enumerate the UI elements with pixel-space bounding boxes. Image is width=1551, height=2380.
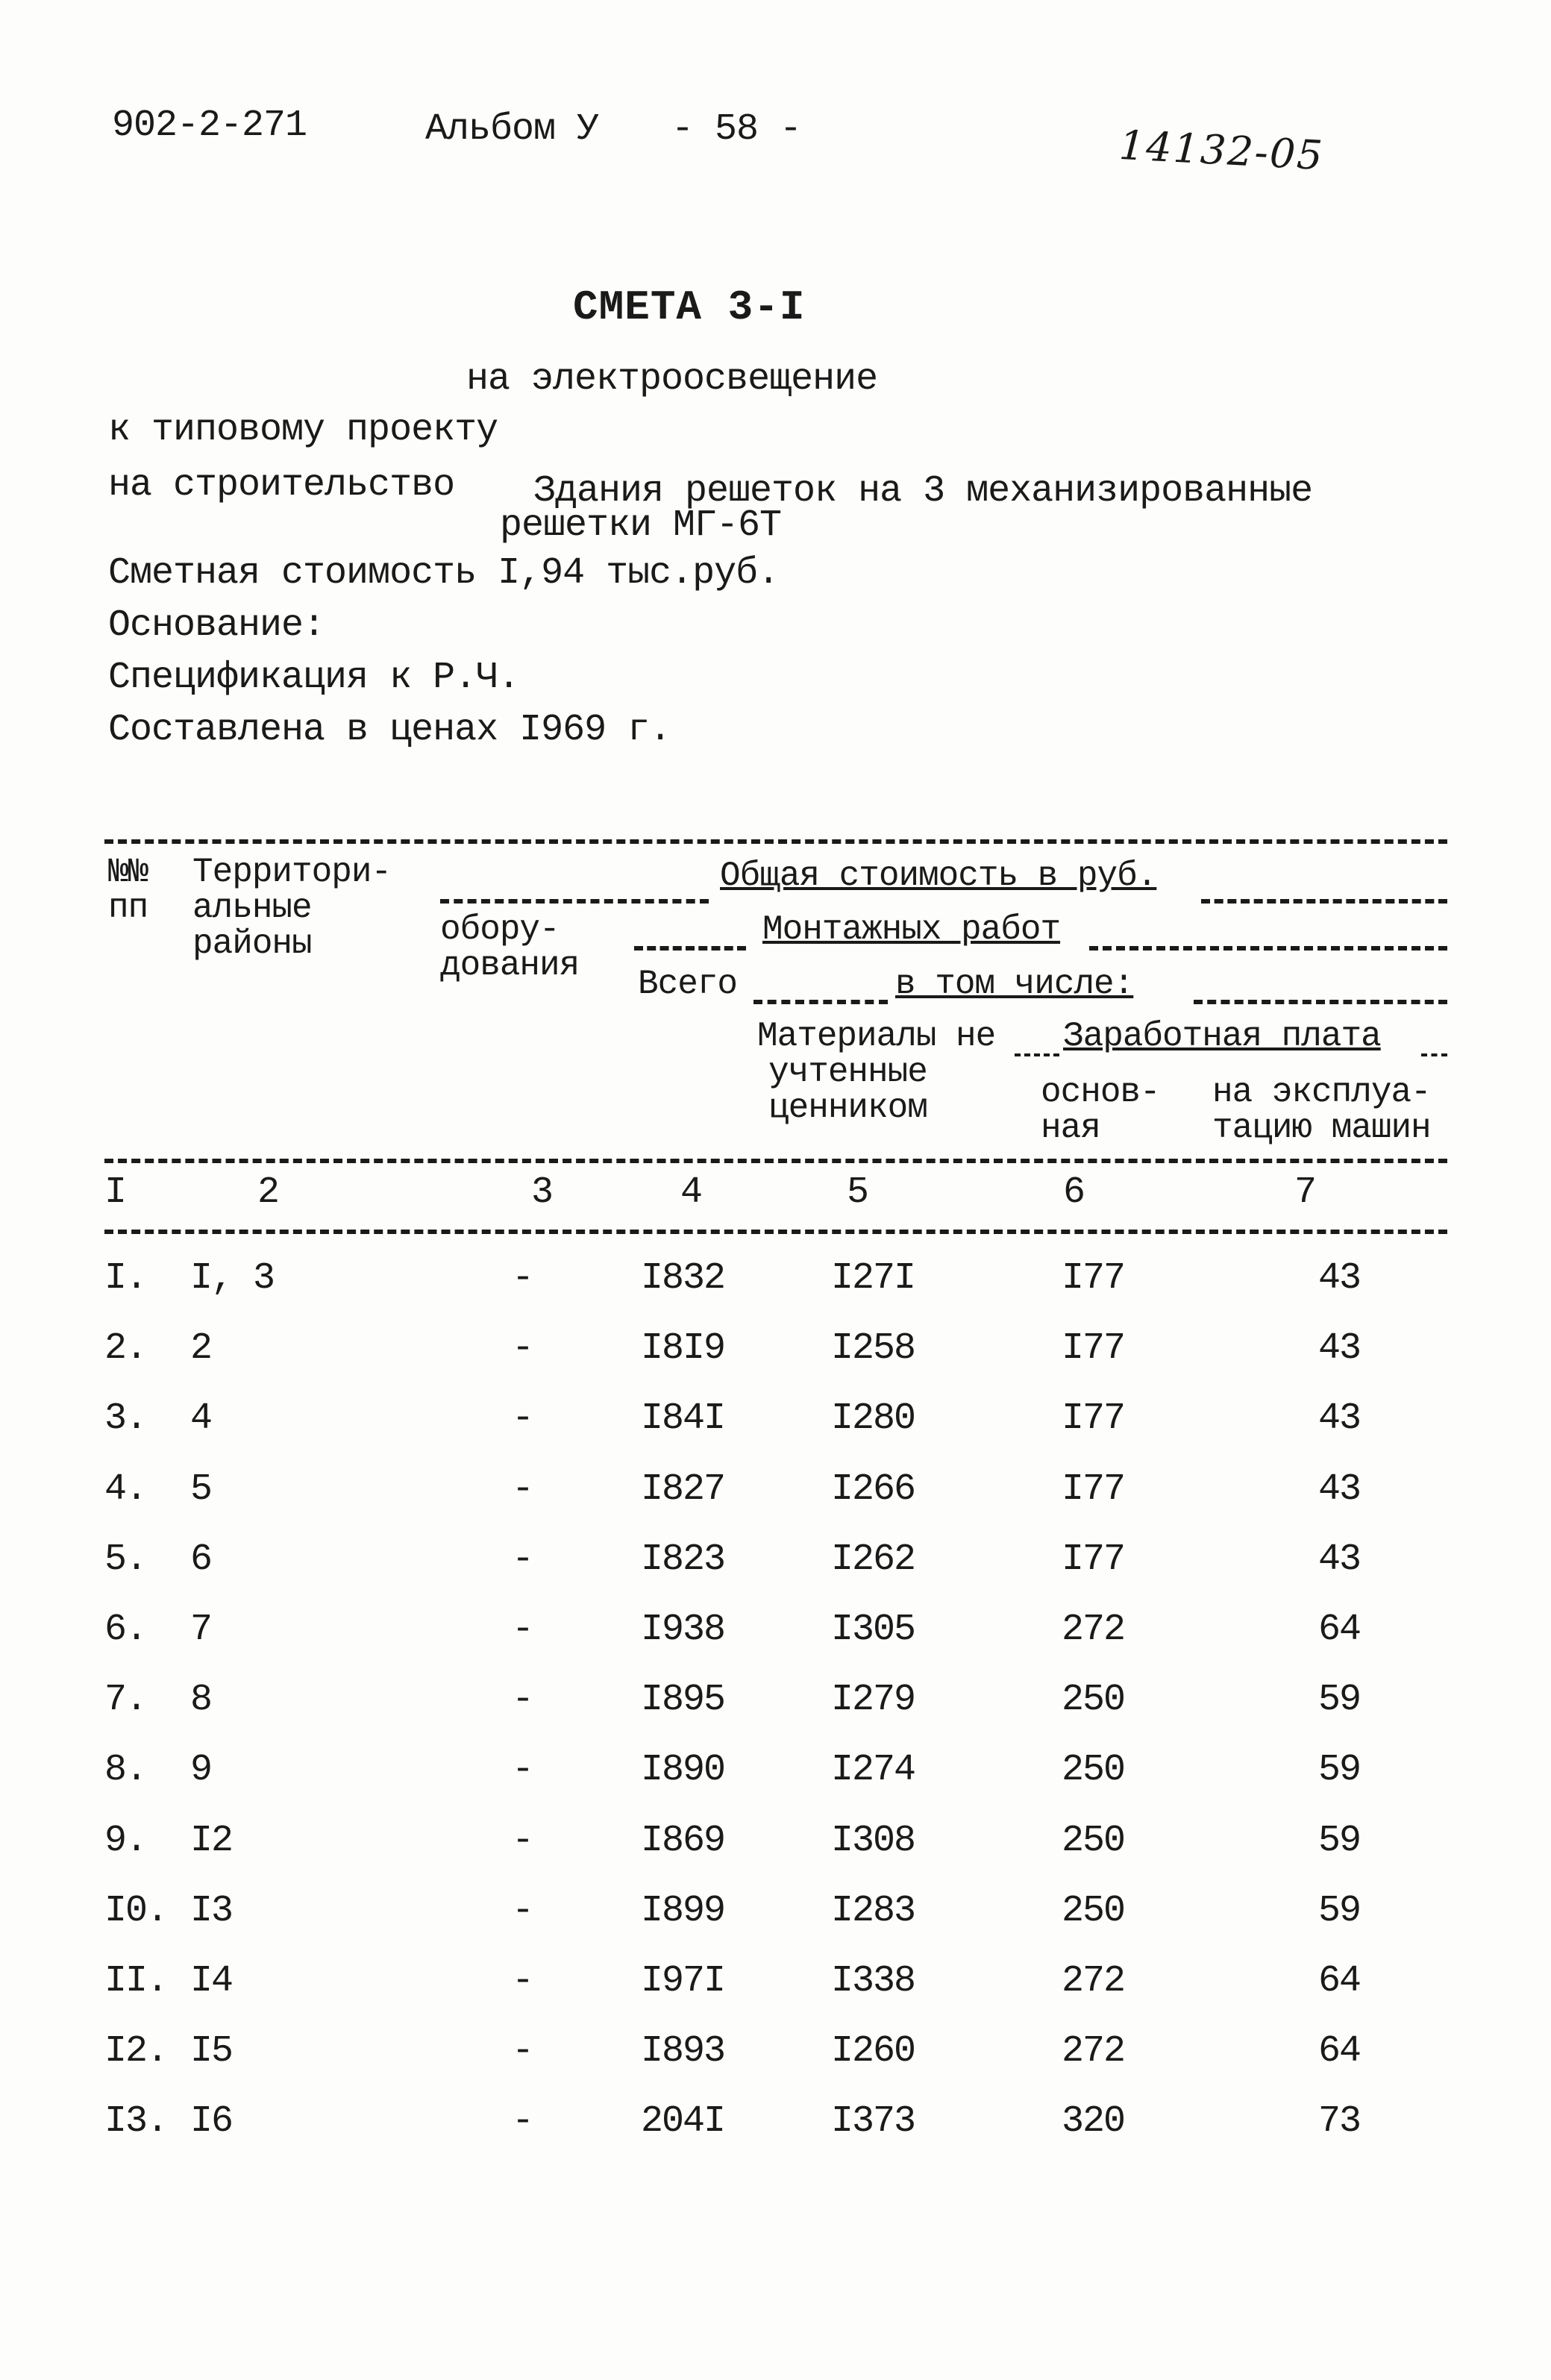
cell-basic: I77 [1061, 1397, 1124, 1441]
cell-basic: 272 [1061, 2030, 1124, 2073]
cell-machines: 43 [1317, 1397, 1360, 1441]
cell-region: 8 [190, 1679, 212, 1722]
cell-basic: 272 [1061, 1609, 1124, 1651]
cell-region: I4 [190, 1960, 233, 2002]
cell-machines: 43 [1317, 1327, 1360, 1371]
cell-machines: 64 [1317, 1609, 1360, 1651]
cell-total: I84I [640, 1397, 725, 1441]
cell-machines: 59 [1317, 1749, 1360, 1792]
col-number-4: 4 [680, 1171, 702, 1214]
cell-equip: - [511, 1609, 533, 1651]
cell-basic: 272 [1061, 1960, 1124, 2002]
including-header: в том числе: [895, 965, 1134, 1003]
cell-total: I8I9 [640, 1327, 725, 1371]
column-number-rule [104, 1230, 1447, 1234]
cell-equip: - [511, 1327, 533, 1371]
wages-header: Заработная плата [1063, 1017, 1381, 1056]
cell-equip: - [511, 1538, 533, 1581]
header-rule-2 [1201, 899, 1447, 904]
cell-no: 7. [104, 1679, 147, 1722]
handwritten-number: 14132-05 [1118, 121, 1326, 180]
cell-basic: I77 [1061, 1538, 1124, 1581]
project-name-cont: решетки МГ-6Т [500, 504, 782, 547]
header-bottom-rule [104, 1159, 1447, 1163]
equipment-header: обору- дования [440, 910, 580, 985]
cell-no: 6. [104, 1609, 147, 1651]
cell-region: 4 [190, 1397, 212, 1441]
cell-equip: - [511, 1749, 533, 1792]
cell-no: I2. [104, 2030, 168, 2073]
basis-label: Основание: [108, 604, 325, 647]
cell-basic: I77 [1061, 1257, 1124, 1300]
cell-no: 5. [104, 1538, 147, 1581]
cell-no: I3. [104, 2100, 168, 2143]
col-number-3: 3 [531, 1171, 553, 1214]
cell-materials: I283 [830, 1889, 915, 1932]
cell-equip: - [511, 1960, 533, 2002]
header-rule-4 [1089, 946, 1447, 951]
cell-machines: 59 [1317, 1819, 1360, 1862]
cell-basic: I77 [1061, 1327, 1124, 1371]
document-code: 902-2-271 [112, 104, 307, 147]
cell-basic: 250 [1061, 1679, 1124, 1722]
total-cost-header: Общая стоимость в руб. [720, 857, 1157, 895]
cell-materials: I274 [830, 1749, 915, 1792]
cell-basic: 250 [1061, 1889, 1124, 1932]
col-number-6: 6 [1063, 1171, 1085, 1214]
cell-equip: - [511, 2030, 533, 2073]
cell-machines: 43 [1317, 1468, 1360, 1511]
cell-equip: - [511, 1819, 533, 1862]
cell-region: I6 [190, 2100, 233, 2143]
cell-total: I97I [640, 1960, 725, 2002]
col-no-header: №№ пп [108, 853, 148, 927]
cell-basic: 320 [1061, 2100, 1124, 2143]
cell-no: 3. [104, 1397, 147, 1441]
cell-machines: 59 [1317, 1889, 1360, 1932]
header-rule-1 [440, 899, 709, 904]
cell-no: 4. [104, 1468, 147, 1511]
cell-materials: I266 [830, 1468, 915, 1511]
cell-equip: - [511, 2100, 533, 2143]
document-subtitle: на электроосвещение [466, 358, 878, 401]
cell-total: I823 [640, 1538, 725, 1581]
cell-equip: - [511, 1468, 533, 1511]
cell-no: 9. [104, 1819, 147, 1862]
cell-no: 8. [104, 1749, 147, 1792]
cell-region: 7 [190, 1609, 212, 1651]
cell-region: I, 3 [190, 1257, 275, 1300]
cell-region: I5 [190, 2030, 233, 2073]
cell-materials: I308 [830, 1819, 915, 1862]
cell-equip: - [511, 1889, 533, 1932]
machine-wages-header: на эксплуа- тацию машин [1212, 1073, 1431, 1147]
cell-total: I827 [640, 1468, 725, 1511]
cell-materials: I373 [830, 2100, 915, 2143]
cell-no: I. [104, 1257, 147, 1300]
cell-equip: - [511, 1257, 533, 1300]
header-rule-6 [1194, 1000, 1447, 1004]
cell-materials: I260 [830, 2030, 915, 2073]
cell-materials: I279 [830, 1679, 915, 1722]
installation-header: Монтажных работ [762, 910, 1061, 949]
cell-machines: 59 [1317, 1679, 1360, 1722]
cell-materials: I262 [830, 1538, 915, 1581]
cell-equip: - [511, 1679, 533, 1722]
cell-machines: 73 [1317, 2100, 1360, 2143]
cell-region: I3 [190, 1889, 233, 1932]
header-rule-7 [1015, 1053, 1059, 1056]
cell-materials: I305 [830, 1609, 915, 1651]
cell-machines: 64 [1317, 2030, 1360, 2073]
cell-total: I832 [640, 1257, 725, 1300]
basic-wages-header: основ- ная [1041, 1073, 1160, 1147]
cell-total: I869 [640, 1819, 725, 1862]
album-label: Альбом У [425, 108, 599, 151]
cell-machines: 43 [1317, 1538, 1360, 1581]
install-total-header: Всего [638, 965, 738, 1003]
cell-materials: I280 [830, 1397, 915, 1441]
cell-machines: 64 [1317, 1960, 1360, 2002]
cell-region: 5 [190, 1468, 212, 1511]
cell-no: II. [104, 1960, 168, 2002]
project-name: Здания решеток на 3 механизированные [533, 470, 1313, 513]
intro-label: на строительство [108, 464, 455, 507]
col-number-5: 5 [847, 1171, 868, 1214]
cell-region: 9 [190, 1749, 212, 1792]
cell-no: 2. [104, 1327, 147, 1371]
col-region-header: Территори- альные районы [192, 853, 392, 963]
cell-total: I893 [640, 2030, 725, 2073]
cell-region: 2 [190, 1327, 212, 1371]
cell-total: I895 [640, 1679, 725, 1722]
cell-equip: - [511, 1397, 533, 1441]
estimated-cost: Сметная стоимость I,94 тыс.руб. [108, 552, 780, 595]
cell-materials: I258 [830, 1327, 915, 1371]
cell-machines: 43 [1317, 1257, 1360, 1300]
cell-materials: I27I [830, 1257, 915, 1300]
basis-value: Спецификация к Р.Ч. [108, 657, 520, 699]
cell-total: I899 [640, 1889, 725, 1932]
intro-line: к типовому проекту [108, 409, 498, 451]
cell-basic: 250 [1061, 1749, 1124, 1792]
price-basis: Составлена в ценах I969 г. [108, 709, 671, 751]
page-number: - 58 - [671, 108, 802, 151]
table-top-rule [104, 839, 1447, 844]
cell-region: 6 [190, 1538, 212, 1581]
col-number-7: 7 [1294, 1171, 1316, 1214]
cell-total: I890 [640, 1749, 725, 1792]
col-number-1: I [104, 1171, 126, 1214]
cell-total: I938 [640, 1609, 725, 1651]
cell-basic: I77 [1061, 1468, 1124, 1511]
materials-header: Материалы не учтенные ценником [757, 1017, 996, 1127]
col-number-2: 2 [257, 1171, 279, 1214]
header-rule-5 [753, 1000, 888, 1004]
cell-region: I2 [190, 1819, 233, 1862]
cell-no: I0. [104, 1889, 168, 1932]
cell-total: 204I [640, 2100, 725, 2143]
document-title: СМЕТА 3-I [573, 284, 806, 331]
header-rule-8 [1421, 1053, 1447, 1056]
header-rule-3 [634, 946, 746, 951]
cell-materials: I338 [830, 1960, 915, 2002]
cell-basic: 250 [1061, 1819, 1124, 1862]
